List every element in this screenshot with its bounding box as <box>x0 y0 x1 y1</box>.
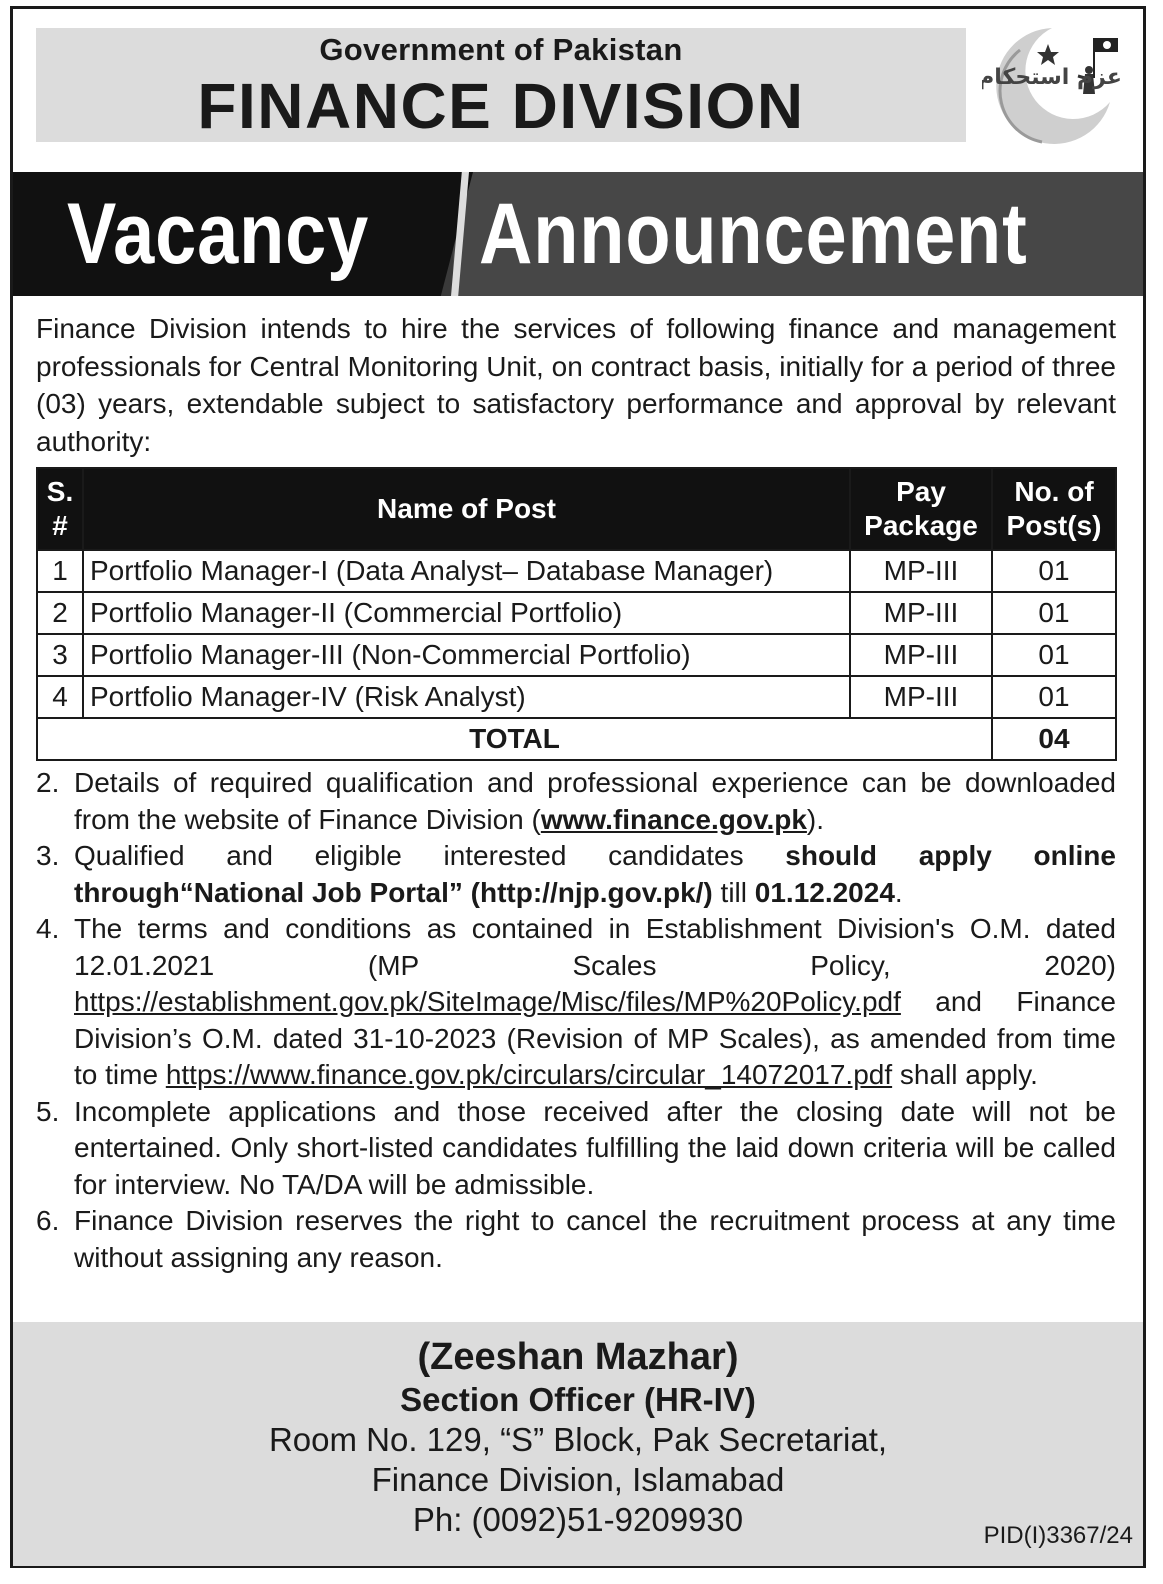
total-value: 04 <box>992 718 1116 760</box>
posts-table <box>36 467 1117 761</box>
row-count: 01 <box>992 592 1116 634</box>
table-row <box>37 550 1116 592</box>
header-name: Name of Post <box>83 468 850 550</box>
azm-e-istehkam-emblem-icon <box>982 22 1122 152</box>
government-title: Government of Pakistan <box>319 32 683 67</box>
pid-number: PID(I)3367/24 <box>983 1522 1133 1549</box>
list-item <box>36 838 1116 911</box>
table-row <box>37 634 1116 676</box>
list-item <box>36 1094 1116 1204</box>
row-pay: MP-III <box>850 550 992 592</box>
item-text-end: . <box>894 876 903 908</box>
circular-link[interactable]: https://www.finance.gov.pk/circulars/circular_14072017.pdf <box>165 1059 893 1090</box>
row-sno: 2 <box>37 592 83 634</box>
item-text-mid: and Finance Division’s O.M. dated 31-10-2023 (Revision of MP Scales), as amended from time to time <box>74 986 1116 1090</box>
item-text-end: shall apply. <box>892 1059 1038 1090</box>
header-sno: S. # <box>37 468 83 550</box>
njp-portal-link[interactable]: (http://njp.gov.pk/) <box>470 876 713 908</box>
row-sno: 3 <box>37 634 83 676</box>
row-post-name: Portfolio Manager-II (Commercial Portfolio) <box>83 592 850 634</box>
terms-list <box>36 765 1116 1276</box>
row-post-name: Portfolio Manager-IV (Risk Analyst) <box>83 676 850 718</box>
closing-date: 01.12.2024 <box>754 876 895 908</box>
table-row <box>37 676 1116 718</box>
item-text: Incomplete applications and those received after the closing date will not be entertained. Only short-listed candidates fulfilling the laid down criteria will be called for interview. No TA/DA will be admissible. <box>74 1095 1116 1200</box>
row-pay: MP-III <box>850 676 992 718</box>
signatory-title: Section Officer (HR-IV) <box>400 1381 756 1418</box>
row-post-name: Portfolio Manager-I (Data Analyst– Database Manager) <box>83 550 850 592</box>
finance-website-link[interactable]: www.finance.gov.pk <box>540 803 807 835</box>
item-number: 2. <box>36 767 60 798</box>
phone-number: Ph: (0092)51-9209930 <box>412 1501 744 1538</box>
row-count: 01 <box>992 550 1116 592</box>
list-item <box>36 911 1116 1094</box>
banner-word-vacancy: Vacancy <box>67 186 370 282</box>
intro-paragraph: Finance Division intends to hire the services of following finance and management professionals for Central Monitoring Unit, on contract basis, initially for a period of three (03) years, extendable subject to satisfactory performance and approval by relevant authority: <box>36 313 1116 457</box>
item-text-mid: till <box>712 876 755 908</box>
header-pay: Pay Package <box>850 468 992 550</box>
item-text: Qualified and eligible interested candidates <box>74 840 786 871</box>
item-text: Finance Division reserves the right to cancel the recruitment process at any time without assigning any reason. <box>74 1205 1116 1273</box>
item-number: 3. <box>36 840 60 871</box>
total-row <box>37 718 1116 760</box>
signatory-name: (Zeeshan Mazhar) <box>417 1336 739 1378</box>
address-line-2: Finance Division, Islamabad <box>371 1461 785 1498</box>
total-label: TOTAL <box>37 718 992 760</box>
row-count: 01 <box>992 676 1116 718</box>
item-text: Details of required qualification and professional experience can be downloaded from the website of Finance Division ( <box>74 767 1116 835</box>
signature-block <box>13 1334 1143 1540</box>
row-pay: MP-III <box>850 634 992 676</box>
row-sno: 4 <box>37 676 83 718</box>
row-post-name: Portfolio Manager-III (Non-Commercial Portfolio) <box>83 634 850 676</box>
row-sno: 1 <box>37 550 83 592</box>
division-title: FINANCE DIVISION <box>197 70 805 142</box>
header-count: No. of Post(s) <box>992 468 1116 550</box>
item-number: 4. <box>36 913 60 944</box>
banner-word-announcement: Announcement <box>479 186 1028 282</box>
row-pay: MP-III <box>850 592 992 634</box>
item-number: 5. <box>36 1095 60 1127</box>
item-text: The terms and conditions as contained in Establishment Division's O.M. dated 12.01.2021 (MP Scales Policy, 2020) <box>74 913 1116 981</box>
logo-text: عزم استحکام <box>982 65 1122 90</box>
address-line-1: Room No. 129, “S” Block, Pak Secretariat, <box>268 1421 888 1458</box>
vacancy-banner <box>13 172 1143 296</box>
mp-policy-link[interactable]: https://establishment.gov.pk/SiteImage/Misc/files/MP%20Policy.pdf <box>74 986 901 1017</box>
item-text-end: ). <box>806 803 825 835</box>
table-header-row <box>37 468 1116 550</box>
list-item <box>36 765 1116 838</box>
list-item <box>36 1203 1116 1276</box>
apply-online-text: should apply online through“National Job Portal” <box>74 840 1116 908</box>
row-count: 01 <box>992 634 1116 676</box>
item-number: 6. <box>36 1205 60 1236</box>
table-row <box>37 592 1116 634</box>
